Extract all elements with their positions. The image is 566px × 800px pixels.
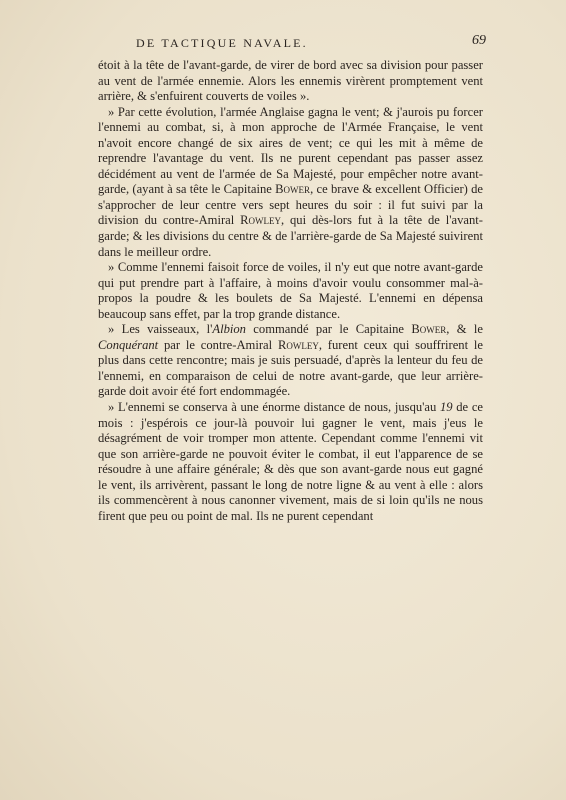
paragraph-1 xyxy=(98,58,483,105)
body-text xyxy=(98,58,483,524)
name-bower: Bower xyxy=(411,322,447,337)
text-run: » Comme l'ennemi faisoit force de voiles, il n'y eut que notre avant-garde qui put prendre part à l'affaire, à moins d'avoir voulu consommer mal-à-propos la poudre & les boulets de Sa Majesté. L'ennemi en dépensa beaucoup sans effet, par la trop grande distance. xyxy=(98,260,483,321)
paragraph-2 xyxy=(98,105,483,260)
paragraph-5 xyxy=(98,400,483,524)
paragraph-4 xyxy=(98,322,483,400)
text-run: étoit à la tête de l'avant-garde, de virer de bord avec sa division pour passer au vent de l'armée ennemie. Alors les ennemis virèrent promptement vent arrière, & s'enfuirent couverts de voiles ». xyxy=(98,58,483,104)
page-header xyxy=(96,33,486,52)
text-run: de ce mois : j'espérois ce jour-là pouvoir lui gagner le vent, mais j'eus le désagrément de voir tromper mon attente. Cependant comme l'ennemi vit que son arrière-garde ne pouvoit éviter le combat, il eut l'apparence de se résoudre à une affaire générale; & dès que son avant-garde nous eut gagné le vent, ils arrivèrent, passant le long de notre ligne & au vent à elle : alors ils commencèrent à nous canonner vivement, mais de si loin qu'ils ne nous firent que peu ou point de mal. Ils ne purent cependant xyxy=(98,400,483,523)
name-bower: Bower xyxy=(275,182,311,197)
name-rowley: Rowley xyxy=(277,337,319,352)
text-run: » Les vaisseaux, l' xyxy=(108,322,213,337)
name-rowley: Rowley xyxy=(240,213,281,228)
text-run: commandé par le Capitaine xyxy=(245,322,412,337)
text-run: » L'ennemi se conserva à une énorme distance de nous, jusqu'au xyxy=(108,400,440,415)
text-run: par le contre-Amiral xyxy=(158,337,278,352)
text-run: , qui dès-lors fut à la tête de l'avant-garde; & les divisions du centre & de l'arrière-garde de Sa Majesté suivirent dans le meilleur ordre. xyxy=(98,213,483,259)
ship-albion: Albion xyxy=(212,322,246,337)
text-run: » Par cette évolution, l'armée Anglaise gagna le vent; & j'aurois pu forcer l'ennemi au combat, si, à mon approche de l'Armée Française, le vent n'avoit encore changé de six aires de vent; ce qui les mit à même de reprendre l'avantage du vent. Ils ne purent cependant pas passer assez décidément au vent de l'armée de Sa Majesté, pour empêcher notre avant-garde, (ayant à sa tête le Capitaine xyxy=(98,104,483,197)
text-run: , & le xyxy=(446,322,483,337)
date-number: 19 xyxy=(440,400,453,415)
ship-conquerant: Conquérant xyxy=(98,337,159,352)
running-head: DE TACTIQUE NAVALE. xyxy=(136,36,308,50)
paragraph-3 xyxy=(98,260,483,322)
page-number: 69 xyxy=(472,33,486,48)
text-run: , ce brave & excellent Officier) de s'approcher de leur centre vers sept heures du soir : il fut suivi par la division du contre-Amiral xyxy=(98,182,483,228)
text-run: , furent ceux qui souffrirent le plus dans cette rencontre; mais je suis persuadé, d'après la lenteur du feu de l'ennemi, en comparaison de celui de notre avant-garde, que leur arrière-garde doit avoir été fort endommagée. xyxy=(98,337,483,399)
